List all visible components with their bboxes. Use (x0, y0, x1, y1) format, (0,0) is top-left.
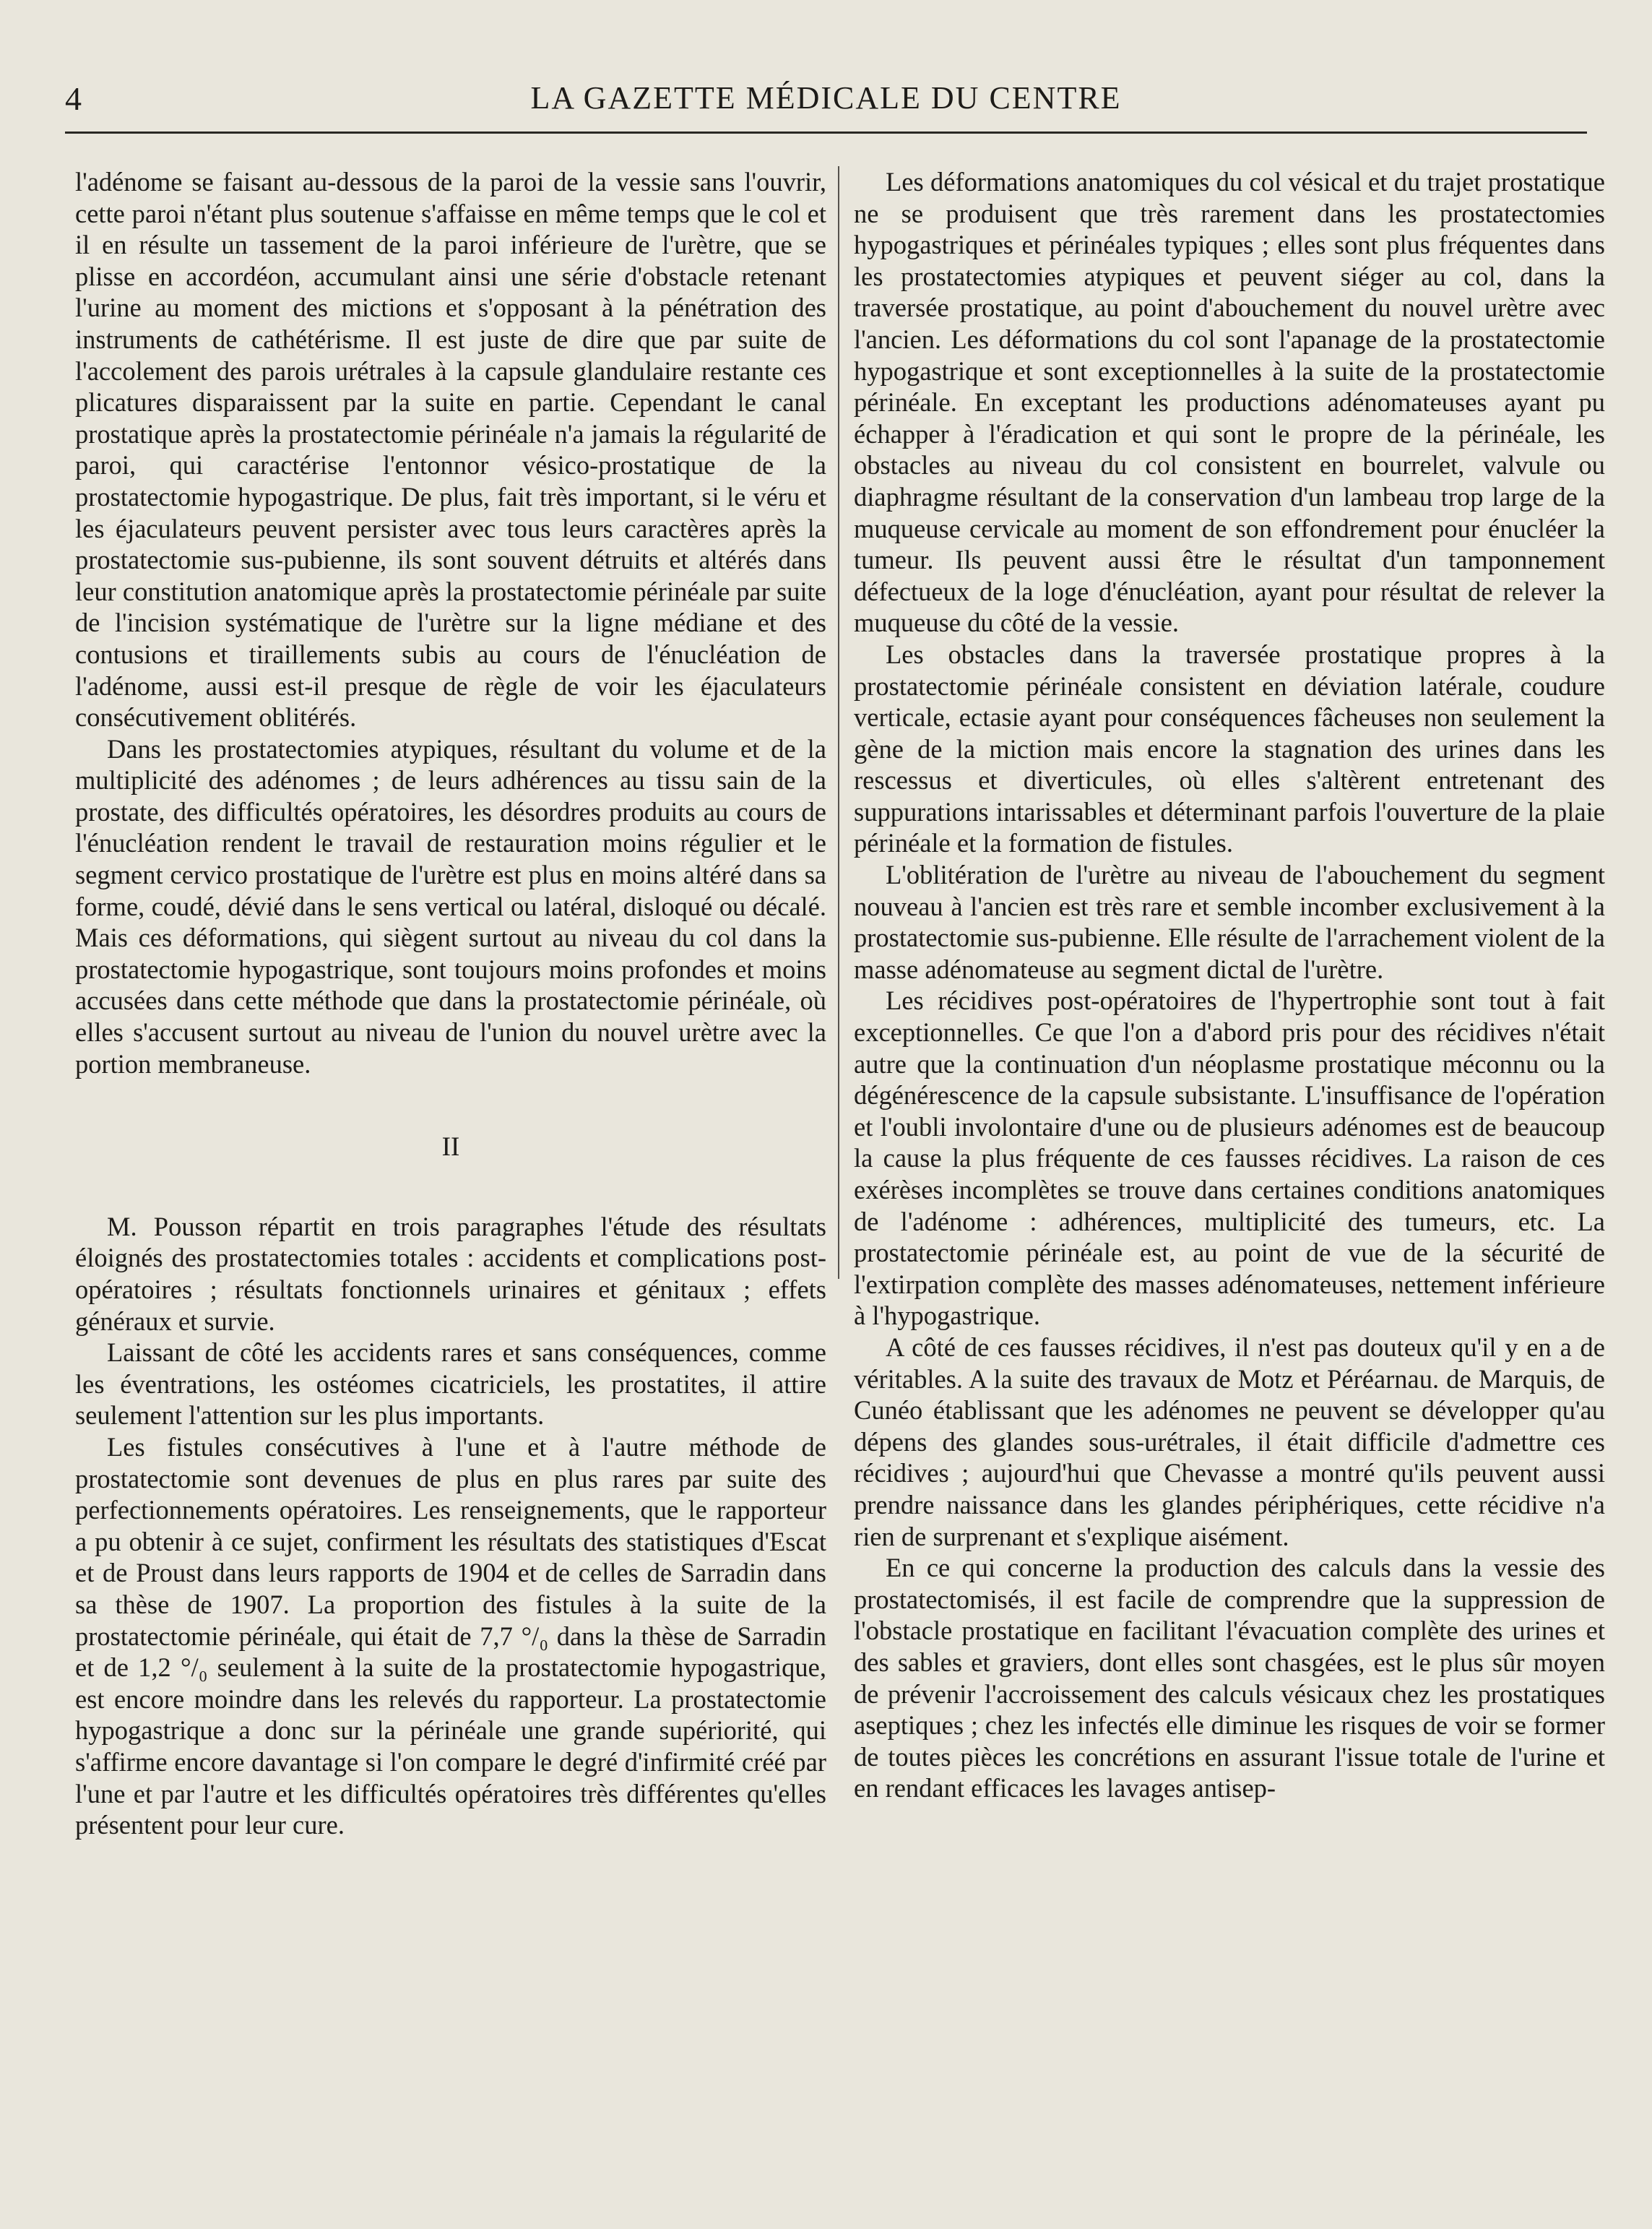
paragraph: Laissant de côté les accidents rares et sans conséquences, comme les éventrations, les ostéomes cicatriciels, les prostatites, il attire seulement l'attention sur les plus importants. (75, 1337, 826, 1431)
paragraph: l'adénome se faisant au-dessous de la paroi de la vessie sans l'ouvrir, cette paroi n'étant plus soutenue s'affaisse en même temps que le col et il en résulte un tassement de la paroi inférieure de l'urètre, que se plisse en accordéon, accumulant ainsi une série d'obstacle retenant l'urine au moment des mictions et s'opposant à la pénétration des instruments de cathétérisme. Il est juste de dire que par suite de l'accolement des parois urétrales à la capsule glandulaire restante ces plicatures disparaissent par la suite en partie. Cependant le canal prostatique après la prostatectomie périnéale n'a jamais la régularité de paroi, qui caractérise l'entonnor vésico-prostatique de la prostatectomie hypogastrique. De plus, fait très important, si le véru et les éjaculateurs peuvent persister avec tous leurs caractères après la prostatectomie sus-pubienne, ils sont souvent détruits et altérés dans leur constitution anatomique après la prostatectomie périnéale par suite de l'incision systématique de l'urètre sur la ligne médiane et des contusions et tiraillements subis au cours de l'énucléation de l'adénome, aussi est-il presque de règle de voir les éjaculateurs consécutivement oblitérés. (75, 167, 826, 733)
left-column (75, 166, 826, 2204)
page-number: 4 (65, 80, 82, 117)
section-number: II (441, 1132, 460, 1163)
column-divider (838, 166, 839, 1279)
page-header (65, 72, 1587, 123)
paragraph: Dans les prostatectomies atypiques, résultant du volume et de la multiplicité des adénomes ; de leurs adhérences au tissu sain de la prostate, des difficultés opératoires, les désordres produits au cours de l'énucléation rendent le travail de restauration moins régulier et le segment cervico prostatique de l'urètre est plus en moins altéré dans sa forme, coudé, dévié dans le sens vertical ou latéral, disloqué ou décalé. Mais ces déformations, qui siègent surtout au niveau du col dans la prostatectomie hypogastrique, sont toujours moins profondes et moins accusées dans cette méthode que dans la prostatectomie périnéale, où elles s'accusent surtout au niveau de l'union du nouvel urètre avec la portion membraneuse. (75, 733, 826, 1079)
header-rule (65, 132, 1587, 134)
right-column (854, 166, 1605, 2204)
paragraph: Les déformations anatomiques du col vésical et du trajet prostatique ne se produisent que très rarement dans les prostatectomies hypogastriques et périnéales typiques ; elles sont plus fréquentes dans les prostatectomies atypiques et peuvent siéger au col, dans la traversée prostatique, au point d'abouchement du nouvel urètre avec l'ancien. Les déformations du col sont l'apanage de la prostatectomie hypogastrique et sont exceptionnelles à la suite de la prostatectomie périnéale. En exceptant les productions adénomateuses ayant pu échapper à l'éradication et qui sont le propre de la périnéale, les obstacles au niveau du col consistent en bourrelet, valvule ou diaphragme résultant de la conservation d'un lambeau trop large de la muqueuse cervicale au moment de son effondrement pour énucléer la tumeur. Ils peuvent aussi être le résultat d'un tamponnement défectueux de la loge d'énucléation, ayant pour résultat de relever la muqueuse du côté de la vessie. (854, 167, 1605, 638)
paragraph: Les obstacles dans la traversée prostatique propres à la prostatectomie périnéale consistent en déviation latérale, coudure verticale, ectasie ayant pour conséquences fâcheuses non seulement la gène de la miction mais encore la stagnation des urines dans les rescessus et diverticules, où elles s'altèrent entretenant des suppurations intarissables et déterminant parfois l'ouverture de la plaie périnéale et la formation de fistules. (854, 639, 1605, 858)
running-title: LA GAZETTE MÉDICALE DU CENTRE (530, 80, 1122, 116)
paragraph: Les fistules consécutives à l'une et à l'autre méthode de prostatectomie sont devenues de plus en plus rares par suite des perfectionnements opératoires. Les renseignements, que le rapporteur a pu obtenir à ce sujet, confirment les résultats des statistiques d'Escat et de Proust dans leurs rapports de 1904 et de celles de Sarradin dans sa thèse de 1907. La proportion des fistules à la suite de la prostatectomie périnéale, qui était de 7,7 °/₀ dans la thèse de Sarradin et de 1,2 °/₀ seulement à la suite de la prostatectomie hypogastrique, est encore moindre dans les relevés du rapporteur. La prostatectomie hypogastrique a donc sur la périnéale une grande supériorité, qui s'affirme encore davantage si l'on compare le degré d'infirmité créé par l'une et par l'autre et les difficultés opératoires très différentes qu'elles présentent pour leur cure. (75, 1431, 826, 1840)
paragraph: L'oblitération de l'urètre au niveau de l'abouchement du segment nouveau à l'ancien est très rare et semble incomber exclusivement à la prostatectomie sus-pubienne. Elle résulte de l'arrachement violent de la masse adénomateuse au segment dictal de l'urètre. (854, 860, 1605, 984)
paragraph: Les récidives post-opératoires de l'hypertrophie sont tout à fait exceptionnelles. Ce que l'on a d'abord pris pour des récidives n'était autre que la continuation d'un néoplasme prostatique méconnu ou la dégénérescence de la capsule subsistante. L'insuffisance de l'opération et l'oubli involontaire d'une ou de plusieurs adénomes est de beaucoup la cause la plus fréquente de ces fausses récidives. La raison de ces exérèses incomplètes se trouve dans certaines conditions anatomiques de l'adénome : adhérences, multiplicité des tumeurs, etc. La prostatectomie périnéale est, au point de vue de la sécurité de l'extirpation complète des masses adénomateuses, nettement inférieure à l'hypogastrique. (854, 986, 1605, 1331)
paragraph: M. Pousson répartit en trois paragraphes l'étude des résultats éloignés des prostatectomies totales : accidents et complications post-opératoires ; résultats fonctionnels urinaires et génitaux ; effets généraux et survie. (75, 1211, 826, 1336)
paragraph: En ce qui concerne la production des calculs dans la vessie des prostatectomisés, il est facile de comprendre que la suppression de l'obstacle prostatique en facilitant l'évacuation complète des urines et des sables et graviers, dont elles sont chasgées, est le plus sûr moyen de prévenir l'accroissement des calculs vésicaux chez les prostatiques aseptiques ; chez les infectés elle diminue les risques de voir se former de toutes pièces les concrétions en assurant l'issue totale de l'urine et en rendant efficaces les lavages antisep- (854, 1553, 1605, 1803)
paragraph: A côté de ces fausses récidives, il n'est pas douteux qu'il y en a de véritables. A la suite des travaux de Motz et Péréarnau. de Marquis, de Cunéo établissant que les adénomes ne peuvent se développer qu'au dépens des glandes sous-urétrales, il était difficile d'admettre ces récidives ; aujourd'hui que Chevasse a montré qu'ils peuvent aussi prendre naissance dans les glandes périphériques, cette récidive n'a rien de surprenant et s'explique aisément. (854, 1332, 1605, 1551)
